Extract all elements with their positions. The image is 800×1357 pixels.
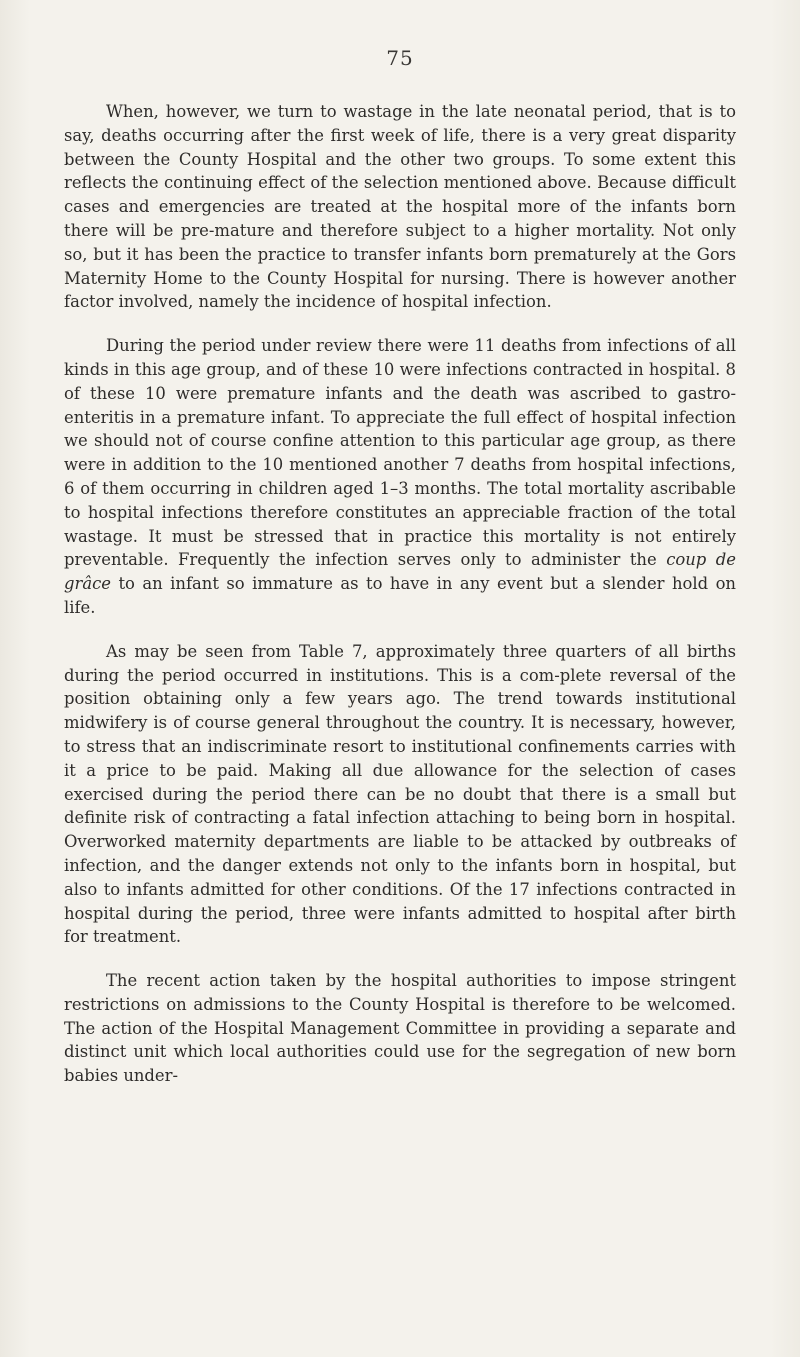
paragraph-late-neonatal-wastage: When, however, we turn to wastage in the late neonatal period, that is to say, deaths occurring after the first week of life, there is a very great disparity between the County Hospital and the other two groups. To some extent this reflects the continuing effect of the selection mentioned above. Because difficult cases and emergencies are treated at the hospital more of the infants born there will be pre-mature and therefore subject to a higher mortality. Not only so, but it has been the practice to transfer infants born prematurely at the Gors Maternity Home to the County Hospital for nursing. There is however another factor involved, namely the incidence of hospital infection.: [64, 102, 736, 312]
paragraph-text-before-emphasis: During the period under review there were 11 deaths from infections of all kinds in this age group, and of these 10 were infections contracted in hospital. 8 of these 10 were premature infants and the death was ascribed to gastro-enteritis in a premature infant. To appreciate the full effect of hospital infection we should not of course confine attention to this particular age group, as there were in addition to the 10 mentioned another 7 deaths from hospital infections, 6 of them occurring in children aged 1–3 months. The total mortality ascribable to hospital infections therefore constitutes an appreciable fraction of the total wastage. It must be stressed that in practice this mortality is not entirely preventable. Frequently the infection serves only to administer the: [64, 336, 736, 570]
paragraph-institutional-births: As may be seen from Table 7, approximately three quarters of all births during the period occurred in institutions. This is a com-plete reversal of the position obtaining only a few years ago. The trend towards institutional midwifery is of course general throughout the country. It is necessary, however, to stress that an indiscriminate resort to institutional confinements carries with it a price to be paid. Making all due allowance for the selection of cases exercised during the period there can be no doubt that there is a small but definite risk of contracting a fatal infection attaching to being born in hospital. Overworked maternity departments are liable to be attacked by outbreaks of infection, and the danger extends not only to the infants born in hospital, but also to infants admitted for other conditions. Of the 17 infections contracted in hospital during the period, three were infants admitted to hospital after birth for treatment.: [64, 641, 736, 947]
page-number: 75: [386, 46, 414, 70]
body-text: [64, 100, 736, 1108]
emphasis-coup-de-grace: coup de grâce: [64, 550, 736, 594]
paragraph-hospital-restrictions: The recent action taken by the hospital authorities to impose stringent restrictions on admissions to the County Hospital is therefore to be welcomed. The action of the Hospital Management Committee in providing a separate and distinct unit which local authorities could use for the segregation of new born babies under-: [64, 971, 736, 1086]
paragraph-hospital-infection-deaths: [64, 334, 736, 620]
paragraph-text-after-emphasis: to an infant so immature as to have in any event but a slender hold on life.: [64, 574, 736, 617]
